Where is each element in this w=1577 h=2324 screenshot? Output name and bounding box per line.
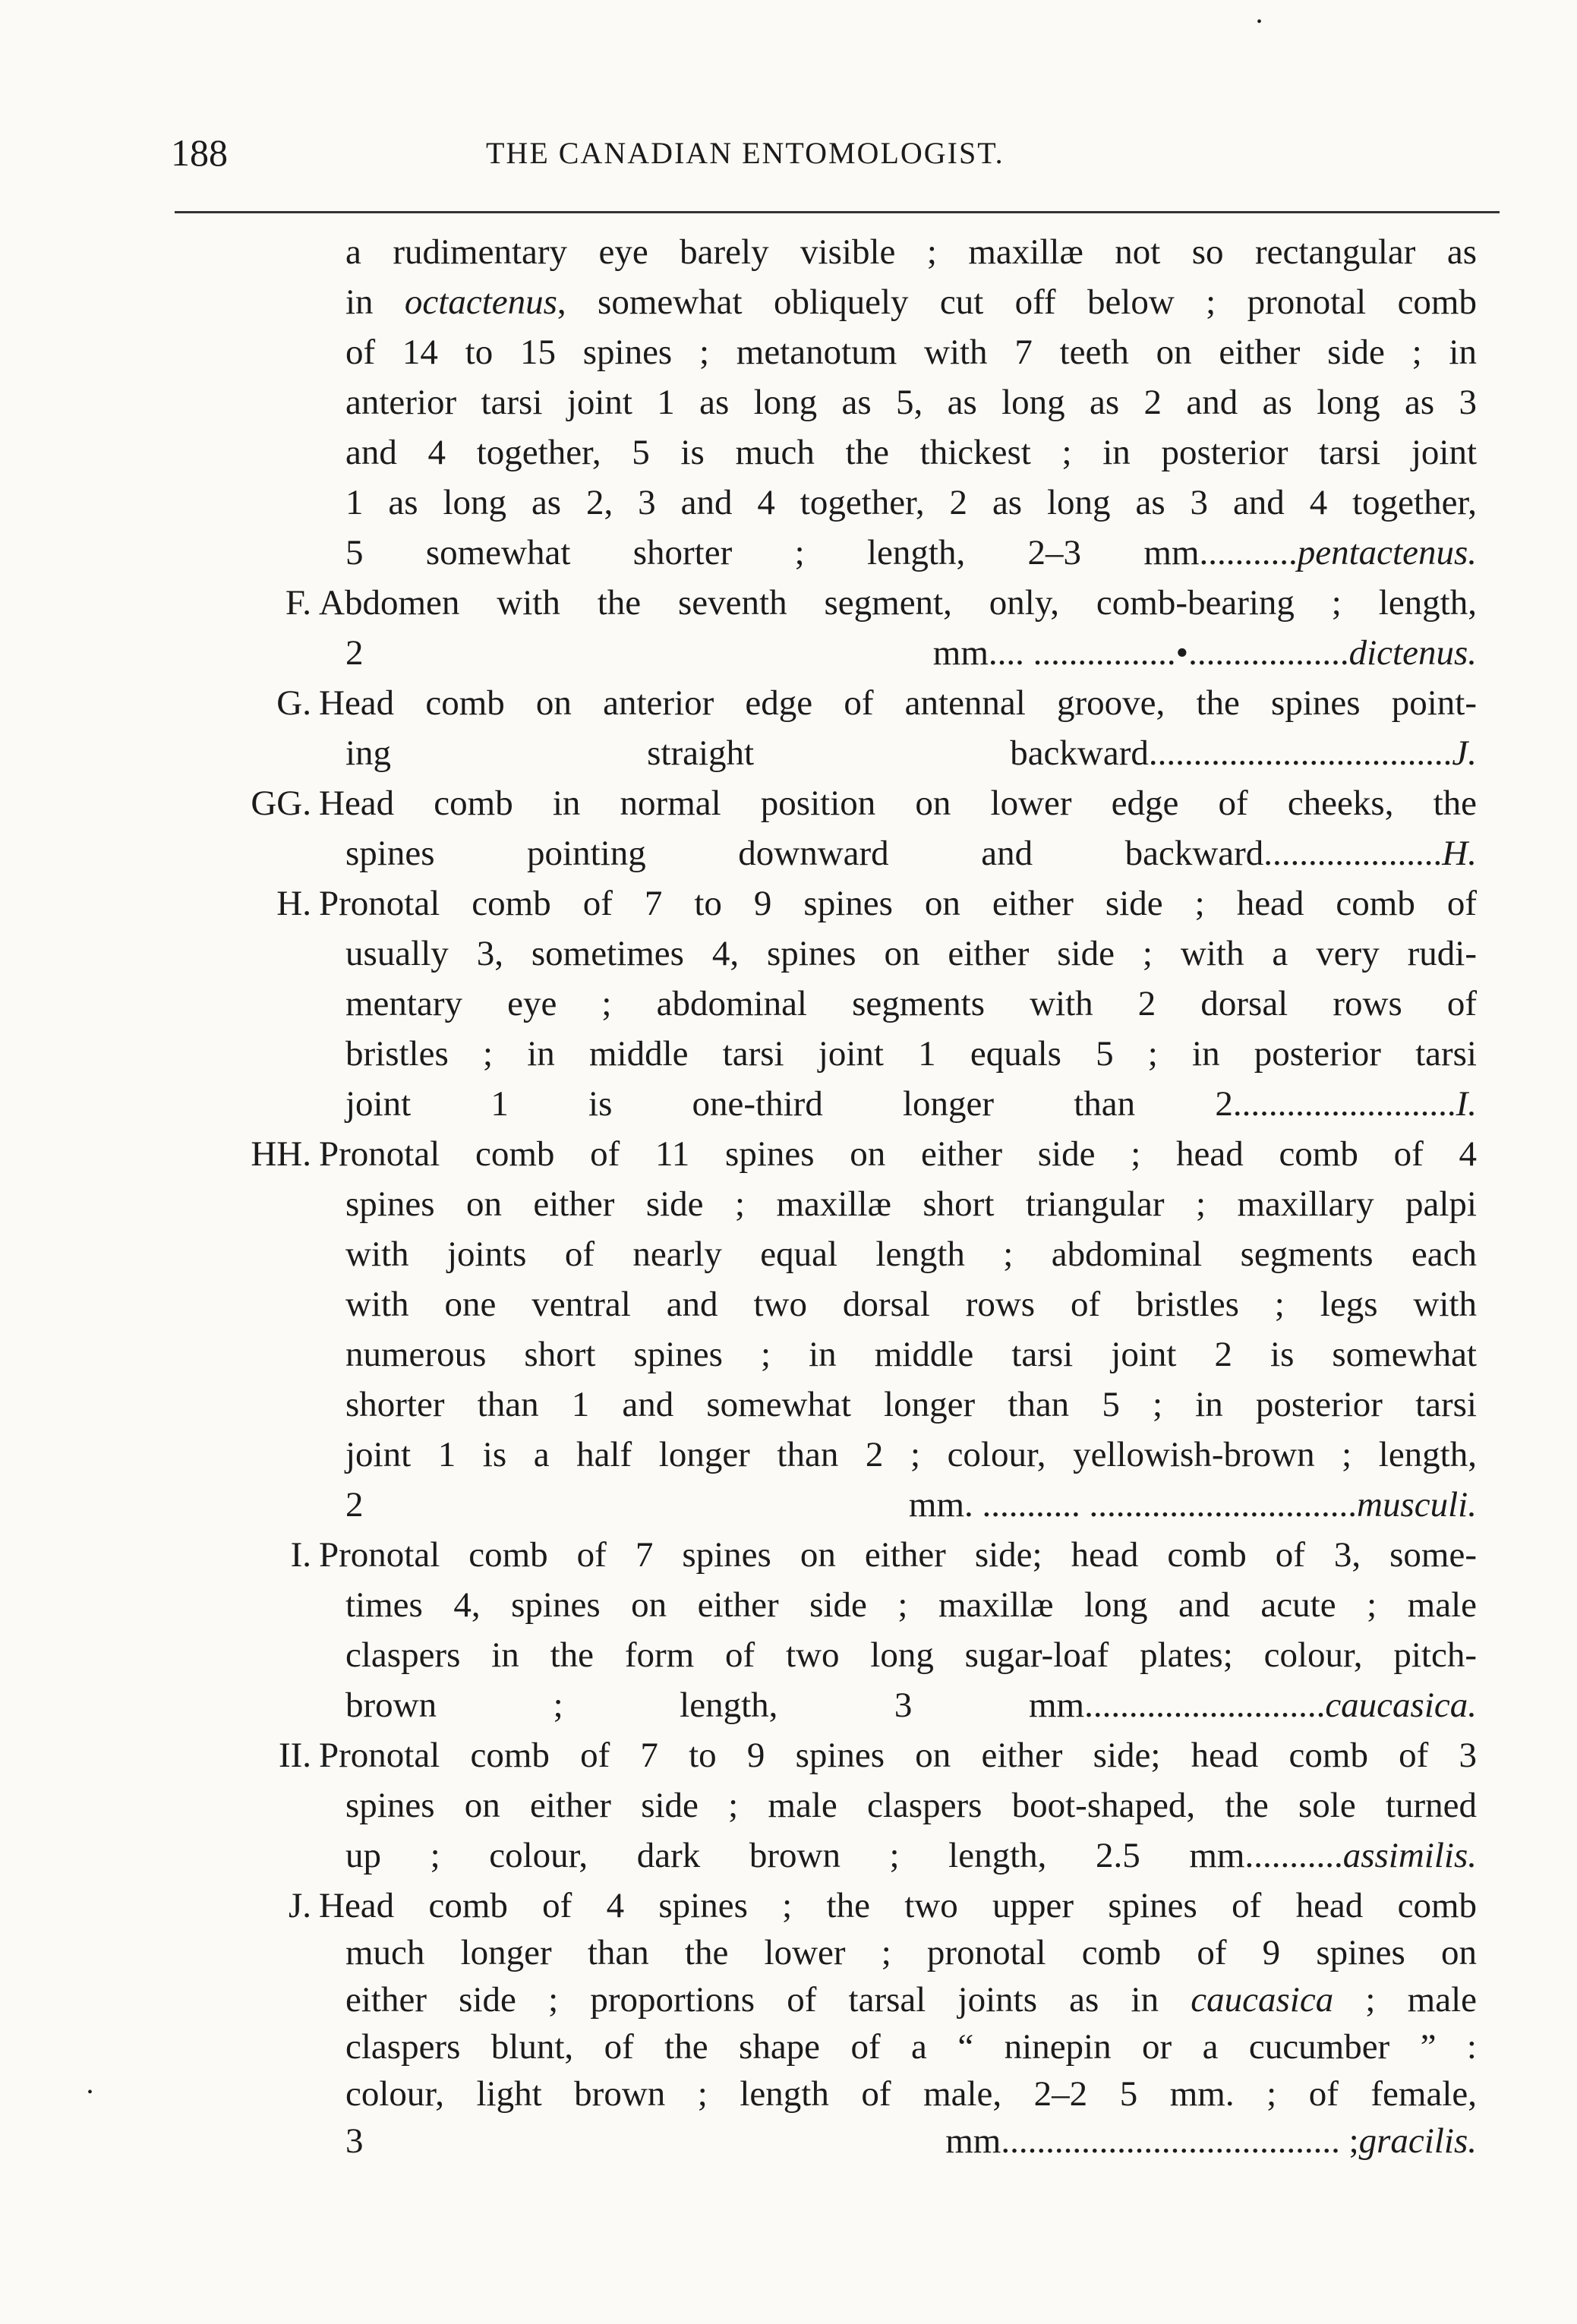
text-line: spines on either side ; maxillæ short triangular ; maxillary palpi [345, 1184, 1477, 1224]
species-name: octactenus [404, 282, 557, 322]
text-line: claspers blunt, of the shape of a “ ninepin or a cucumber ” : [345, 2027, 1477, 2067]
text-line: Pronotal comb of 11 spines on either side ; head comb of 4 [319, 1134, 1477, 1174]
text-line: numerous short spines ; in middle tarsi joint 2 is somewhat [345, 1335, 1477, 1374]
text-line: 1 as long as 2, 3 and 4 together, 2 as long as 3 and 4 together, [345, 483, 1477, 522]
text-line: ing straight backward..................................J. [345, 733, 1477, 773]
text-line: 2 mm.... ................•..................dictenus. [345, 633, 1477, 673]
text-line: a rudimentary eye barely visible ; maxillæ not so rectangular as [345, 232, 1477, 272]
text-line: Pronotal comb of 7 to 9 spines on either side ; head comb of [319, 884, 1477, 923]
text-line: 2 mm. ........... ..............................musculi. [345, 1485, 1477, 1525]
key-label: J. [288, 1886, 311, 1925]
text-line: usually 3, sometimes 4, spines on either side ; with a very rudi- [345, 934, 1477, 973]
page-header [171, 131, 1500, 176]
text-line: colour, light brown ; length of male, 2–2 5 mm. ; of female, [345, 2074, 1477, 2114]
key-label: II. [278, 1736, 311, 1775]
text-line: Head comb on anterior edge of antennal groove, the spines point- [319, 683, 1477, 723]
text-line: joint 1 is a half longer than 2 ; colour, yellowish-brown ; length, [345, 1435, 1477, 1474]
text-line: with joints of nearly equal length ; abdominal segments each [345, 1235, 1477, 1274]
header-rule [175, 211, 1500, 213]
key-label: F. [285, 583, 311, 623]
text-line: Head comb in normal position on lower edge of cheeks, the [319, 784, 1477, 823]
text-line: of 14 to 15 spines ; metanotum with 7 teeth on either side ; in [345, 333, 1477, 372]
species-name: dictenus. [1348, 633, 1477, 673]
species-name: assimilis. [1342, 1836, 1477, 1875]
text-line: in octactenus, somewhat obliquely cut off below ; pronotal comb [345, 282, 1477, 322]
text-line: spines on either side ; male claspers boot-shaped, the sole turned [345, 1786, 1477, 1825]
page-number: 188 [171, 131, 228, 174]
text-line: bristles ; in middle tarsi joint 1 equals 5 ; in posterior tarsi [345, 1034, 1477, 1074]
text-line: Head comb of 4 spines ; the two upper spines of head comb [319, 1886, 1477, 1925]
species-name: caucasica. [1325, 1685, 1477, 1725]
species-name: musculi. [1357, 1485, 1477, 1525]
text-line: times 4, spines on either side ; maxillæ long and acute ; male [345, 1585, 1477, 1625]
key-label: GG. [251, 784, 311, 823]
text-line: shorter than 1 and somewhat longer than 5 ; in posterior tarsi [345, 1385, 1477, 1424]
key-reference: H. [1442, 834, 1477, 873]
key-label: H. [276, 884, 311, 923]
print-speck: • [1257, 14, 1263, 30]
key-reference: I. [1456, 1084, 1477, 1124]
text-line: either side ; proportions of tarsal joints as in caucasica ; male [345, 1980, 1477, 2020]
text-line: 5 somewhat shorter ; length, 2–3 mm...........pentactenus. [345, 533, 1477, 572]
text-line: with one ventral and two dorsal rows of bristles ; legs with [345, 1285, 1477, 1324]
key-label: HH. [251, 1134, 311, 1174]
text-line: brown ; length, 3 mm...........................caucasica. [345, 1685, 1477, 1725]
text-line: anterior tarsi joint 1 as long as 5, as long as 2 and as long as 3 [345, 383, 1477, 422]
text-line: much longer than the lower ; pronotal comb of 9 spines on [345, 1933, 1477, 1972]
key-label: G. [276, 683, 311, 723]
text-line: and 4 together, 5 is much the thickest ; in posterior tarsi joint [345, 433, 1477, 472]
species-name: caucasica [1191, 1980, 1334, 2020]
text-line: up ; colour, dark brown ; length, 2.5 mm...........assimilis. [345, 1836, 1477, 1875]
text-line: mentary eye ; abdominal segments with 2 dorsal rows of [345, 984, 1477, 1023]
key-reference: J. [1452, 733, 1477, 773]
text-line: claspers in the form of two long sugar-loaf plates; colour, pitch- [345, 1635, 1477, 1675]
text-line: spines pointing downward and backward....................H. [345, 834, 1477, 873]
print-speck: • [87, 2084, 93, 2101]
text-line: Pronotal comb of 7 spines on either side; head comb of 3, some- [319, 1535, 1477, 1575]
text-line: joint 1 is one-third longer than 2.........................I. [345, 1084, 1477, 1124]
species-name: pentactenus. [1297, 533, 1477, 572]
species-name: gracilis. [1358, 2121, 1477, 2161]
text-line: 3 mm...................................... ;gracilis. [345, 2121, 1477, 2161]
key-label: I. [290, 1535, 311, 1575]
running-head: THE CANADIAN ENTOMOLOGIST. [486, 136, 1005, 170]
text-line: Abdomen with the seventh segment, only, comb-bearing ; length, [319, 583, 1477, 623]
text-line: Pronotal comb of 7 to 9 spines on either side; head comb of 3 [319, 1736, 1477, 1775]
